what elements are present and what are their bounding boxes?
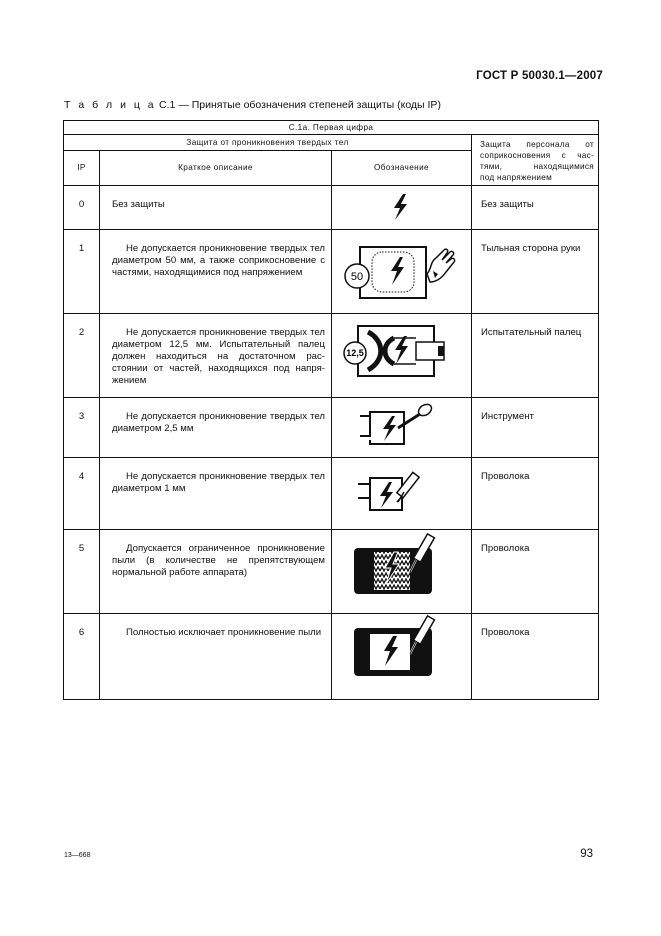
person-protection: Проволока xyxy=(472,614,599,700)
ip-code: 6 xyxy=(64,614,100,700)
symbol-cell xyxy=(332,230,472,314)
page-number: 93 xyxy=(580,848,593,860)
symbol-cell xyxy=(332,458,472,530)
caption-number: C.1 xyxy=(159,99,176,111)
symbol-cell xyxy=(332,614,472,700)
person-protection: Испытательный палец xyxy=(472,314,599,398)
symbol-label: 50 xyxy=(350,271,364,283)
table-row xyxy=(64,530,599,614)
caption-title: — Принятые обозначения степеней защиты (коды IP) xyxy=(178,99,441,111)
person-protection: Без защиты xyxy=(472,186,599,230)
table-row xyxy=(64,398,599,458)
symbol-cell xyxy=(332,398,472,458)
table-caption xyxy=(64,99,441,111)
symbol-cell xyxy=(332,530,472,614)
col-symbol: Обозначение xyxy=(332,150,472,185)
ip-code: 3 xyxy=(64,398,100,458)
row-description: Не допускается проникновение твердых тел диаметром 2,5 мм xyxy=(100,398,332,458)
table-row xyxy=(64,614,599,700)
person-protection: Инструмент xyxy=(472,398,599,458)
ip-code: 4 xyxy=(64,458,100,530)
dust-tight-icon xyxy=(332,614,470,698)
lightning-bolt-icon xyxy=(332,186,470,228)
row-description: Не допускается проникновение твердых тел диаметром 1 мм xyxy=(100,458,332,530)
hand-50mm-icon xyxy=(332,230,470,312)
dust-protected-icon xyxy=(332,530,470,612)
row-description: Без защиты xyxy=(100,186,332,230)
person-protection: Тыльная сторона руки xyxy=(472,230,599,314)
group-header-row xyxy=(64,135,599,151)
table-row xyxy=(64,314,599,398)
table-row xyxy=(64,458,599,530)
table-row xyxy=(64,230,599,314)
caption-prefix: Т а б л и ц а xyxy=(64,99,157,111)
standard-number: ГОСТ Р 50030.1—2007 xyxy=(476,70,603,82)
row-description: Не допускается проникновение твердых тел диаметром 50 мм, а также соприкосновение с частями, находящимися под напряжением xyxy=(100,230,332,314)
section-title: С.1а. Первая цифра xyxy=(64,121,599,135)
ip-code: 5 xyxy=(64,530,100,614)
col-description: Краткое описание xyxy=(100,150,332,185)
symbol-label: 12,5 xyxy=(346,348,364,358)
ip-code: 0 xyxy=(64,186,100,230)
wire-1mm-icon xyxy=(332,458,470,528)
ip-code: 2 xyxy=(64,314,100,398)
row-description: Не допускается проникновение твердых тел диаметром 12,5 мм. Испытательный палец должен находиться на достаточном расстоянии от частей, находящихся под напряжением xyxy=(100,314,332,398)
ip-codes-table xyxy=(63,120,599,700)
print-code: 13—668 xyxy=(64,852,91,859)
symbol-cell xyxy=(332,314,472,398)
col-ip: IP xyxy=(64,150,100,185)
row-description: Полностью исключает проникновение пыли xyxy=(100,614,332,700)
row-description: Допускается ограниченное проникновение пыли (в количестве не препятствующем нормальной работе аппарата) xyxy=(100,530,332,614)
ip-code: 1 xyxy=(64,230,100,314)
symbol-cell xyxy=(332,186,472,230)
group-title: Защита от проникновения твердых тел xyxy=(64,135,472,151)
person-protection: Проволока xyxy=(472,458,599,530)
person-protection-header: Защита персонала от соприкосновения с час- тями, находящимися под напряжением xyxy=(472,135,599,186)
tool-2-5mm-icon xyxy=(332,398,470,456)
table-row xyxy=(64,186,599,230)
person-protection: Проволока xyxy=(472,530,599,614)
test-finger-12-5mm-icon xyxy=(332,314,470,396)
section-header-row xyxy=(64,121,599,135)
